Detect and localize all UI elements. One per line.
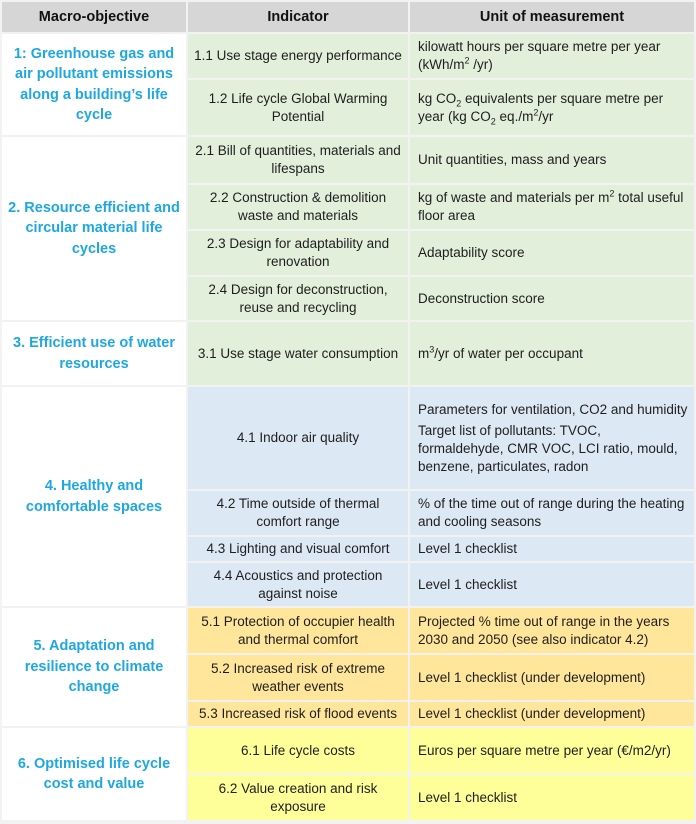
table-row [2,137,694,183]
unit-cell: Euros per square metre per year (€/m2/yr) [410,728,694,773]
unit-cell [410,387,694,489]
unit-cell: $m^3/yr$ of water per occupant [410,322,694,385]
unit-cell: Unit quantities, mass and years [410,137,694,183]
unit-cell: Level 1 checklist [410,563,694,606]
unit-line: Parameters for ventilation, CO2 and humidity [418,401,688,417]
unit-cell: kilowatt hours per square metre per year ($kWh/m^2$ /yr) [410,34,694,78]
unit-cell: Projected % time out of range in the years 2030 and 2050 (see also indicator 4.2) [410,608,694,653]
unit-cell: % of the time out of range during the heating and cooling seasons [410,491,694,535]
indicator-cell: 6.2 Value creation and risk exposure [188,775,408,820]
unit-cell: Deconstruction score [410,277,694,320]
indicator-cell: 5.3 Increased risk of flood events [188,702,408,726]
macro-objective-4: 4. Healthy and comfortable spaces [2,387,186,606]
indicator-cell: 4.4 Acoustics and protection against noise [188,563,408,606]
macro-objective-5: 5. Adaptation and resilience to climate change [2,608,186,726]
indicator-cell: 6.1 Life cycle costs [188,728,408,773]
macro-objective-1: 1: Greenhouse gas and air pollutant emissions along a building’s life cycle [2,34,186,135]
indicator-cell: 1.2 Life cycle Global Warming Potential [188,80,408,135]
table-row [2,608,694,653]
indicator-cell: 4.3 Lighting and visual comfort [188,537,408,561]
macro-objective-2: 2. Resource efficient and circular material life cycles [2,137,186,320]
header-macro-objective: Macro-objective [2,2,186,32]
header-row [2,2,694,32]
table-row [2,34,694,78]
indicator-cell: 5.2 Increased risk of extreme weather events [188,655,408,700]
unit-cell: Level 1 checklist [410,775,694,820]
table-row [2,728,694,773]
unit-cell: Level 1 checklist [410,537,694,561]
indicator-cell: 2.4 Design for deconstruction, reuse and recycling [188,277,408,320]
unit-cell: kg of waste and materials per $m^2$ total useful floor area [410,185,694,229]
indicator-cell: 5.1 Protection of occupier health and thermal comfort [188,608,408,653]
indicator-cell: 2.1 Bill of quantities, materials and lifespans [188,137,408,183]
indicator-cell: 4.1 Indoor air quality [188,387,408,489]
unit-cell: Level 1 checklist (under development) [410,655,694,700]
indicator-cell: 3.1 Use stage water consumption [188,322,408,385]
indicator-cell: 4.2 Time outside of thermal comfort range [188,491,408,535]
macro-objective-3: 3. Efficient use of water resources [2,322,186,385]
header-indicator: Indicator [188,2,408,32]
table-row [2,387,694,489]
indicator-cell: 2.2 Construction & demolition waste and materials [188,185,408,229]
unit-cell: Level 1 checklist (under development) [410,702,694,726]
unit-cell: kg $CO_2$ equivalents per square metre per year (kg $CO_2$ $eq./m^2/yr$ [410,80,694,135]
unit-line: Target list of pollutants: TVOC, formaldehyde, CMR VOC, LCI ratio, mould, benzene, particulates, radon [418,422,678,474]
header-unit: Unit of measurement [410,2,694,32]
indicator-cell: 1.1 Use stage energy performance [188,34,408,78]
indicator-cell: 2.3 Design for adaptability and renovation [188,231,408,275]
macro-objective-6: 6. Optimised life cycle cost and value [2,728,186,820]
unit-cell: Adaptability score [410,231,694,275]
table-row [2,322,694,385]
